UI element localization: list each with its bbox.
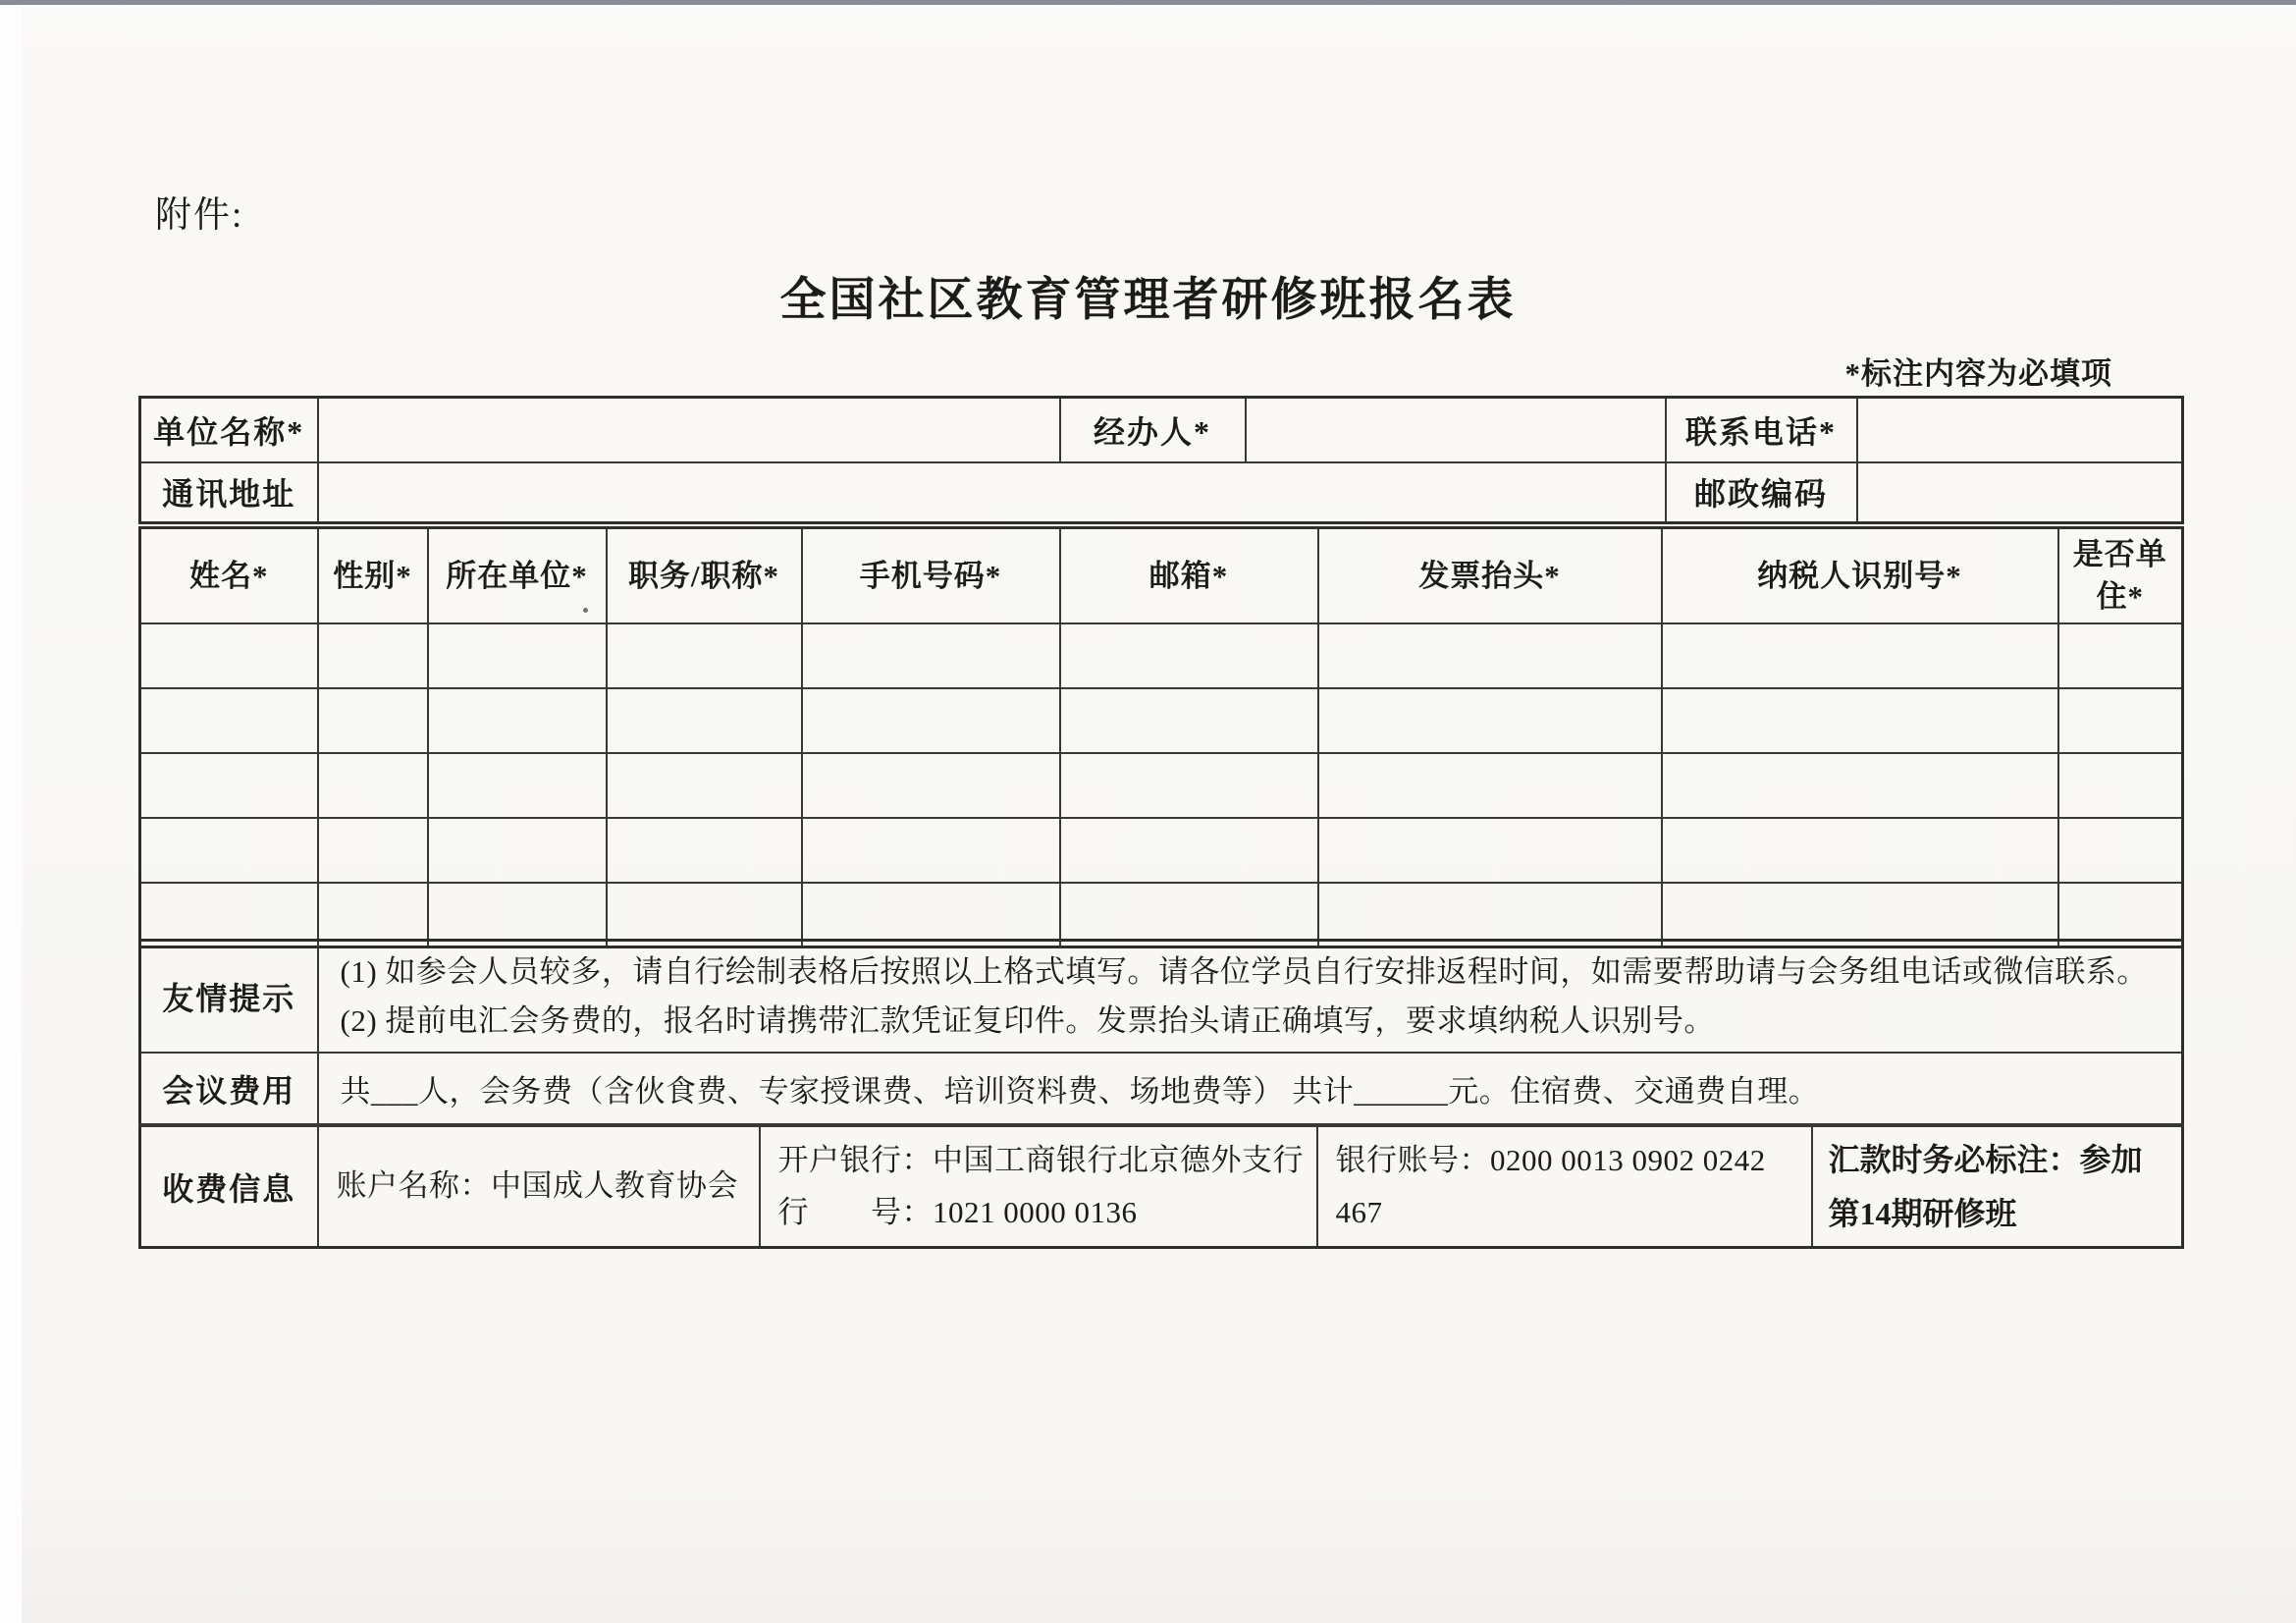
roster-empty-row: [140, 883, 2183, 947]
empty-cell: [1318, 753, 1662, 818]
postcode-value-cell: [1857, 462, 2183, 523]
empty-cell: [2058, 883, 2183, 947]
empty-cell: [1662, 883, 2058, 947]
header-single-room: 是否单住*: [2058, 528, 2183, 623]
empty-cell: [140, 753, 318, 818]
page-title: 全国社区教育管理者研修班报名表: [779, 275, 1517, 326]
empty-cell: [1318, 688, 1662, 753]
empty-cell: [1662, 623, 2058, 688]
empty-cell: [140, 818, 318, 883]
address-value-cell: [318, 462, 1666, 523]
notes-line-2: (2) 提前电汇会务费的，报名时请携带汇款凭证复印件。发票抬头请正确填写，要求填纳税人识别号。: [340, 1003, 1715, 1039]
handler-value-cell: [1246, 398, 1666, 462]
empty-cell: [607, 883, 802, 947]
unit-info-table: [138, 396, 2184, 524]
notes-content-cell: [318, 941, 2183, 1054]
empty-cell: [140, 883, 318, 947]
empty-cell: [428, 623, 607, 688]
empty-cell: [428, 753, 607, 818]
empty-cell: [2058, 688, 2183, 753]
empty-cell: [1060, 818, 1318, 883]
empty-cell: [802, 623, 1060, 688]
empty-cell: [1318, 623, 1662, 688]
empty-cell: [2058, 818, 2183, 883]
empty-cell: [1662, 688, 2058, 753]
empty-cell: [2058, 753, 2183, 818]
friendly-notes-row: [140, 941, 2183, 1054]
account-number-text: 银行账号：0200 0013 0902 0242 467: [1335, 1143, 1766, 1229]
bank-code-line: 行 号：1021 0000 0136: [777, 1194, 1138, 1229]
header-invoice-title: 发票抬头*: [1318, 528, 1662, 623]
empty-cell: [428, 818, 607, 883]
header-mobile: 手机号码*: [802, 528, 1060, 623]
empty-cell: [1318, 883, 1662, 947]
empty-cell: [428, 688, 607, 753]
address-row: [140, 462, 2183, 523]
empty-cell: [607, 753, 802, 818]
header-position: 职务/职称*: [607, 528, 802, 623]
empty-cell: [802, 883, 1060, 947]
empty-cell: [1060, 753, 1318, 818]
account-name-text: 账户名称：中国成人教育协会: [336, 1168, 738, 1204]
roster-empty-row: [140, 688, 2183, 753]
empty-cell: [1060, 883, 1318, 947]
empty-cell: [607, 818, 802, 883]
account-number-cell: [1317, 1125, 1812, 1247]
empty-cell: [802, 818, 1060, 883]
address-label: 通讯地址: [140, 462, 318, 523]
header-email: 邮箱*: [1060, 528, 1318, 623]
roster-empty-row: [140, 753, 2183, 818]
attachment-label: 附件:: [155, 195, 244, 236]
empty-cell: [802, 688, 1060, 753]
fee-content-text: 共___人，会务费（含伙食费、专家授课费、培训资料费、场地费等） 共计______元。住宿费、交通费自理。: [340, 1074, 1820, 1109]
scan-left-margin: [0, 5, 22, 1623]
roster-empty-row: [140, 623, 2183, 688]
empty-cell: [1662, 753, 2058, 818]
handler-label: 经办人*: [1060, 398, 1246, 462]
empty-cell: [1060, 623, 1318, 688]
scan-top-edge: [0, 0, 2296, 5]
account-name-cell: [318, 1125, 760, 1247]
footer-info-table: [138, 939, 2184, 1249]
bank-name-line: 开户银行：中国工商银行北京德外支行: [777, 1143, 1304, 1178]
conference-fee-row: [140, 1053, 2183, 1125]
roster-empty-row: [140, 818, 2183, 883]
notes-label: 友情提示: [140, 941, 318, 1054]
unit-name-value-cell: [318, 398, 1060, 462]
empty-cell: [318, 753, 428, 818]
scan-speck-artifact: [583, 608, 588, 613]
header-work-unit: 所在单位*: [428, 528, 607, 623]
empty-cell: [607, 688, 802, 753]
bank-info-cell: [760, 1125, 1317, 1247]
empty-cell: [318, 623, 428, 688]
header-gender: 性别*: [318, 528, 428, 623]
participant-roster-table: [138, 526, 2184, 948]
contact-phone-label: 联系电话*: [1666, 398, 1857, 462]
remittance-remark-cell: [1812, 1125, 2183, 1247]
empty-cell: [607, 623, 802, 688]
empty-cell: [1318, 818, 1662, 883]
empty-cell: [1060, 688, 1318, 753]
fee-label: 会议费用: [140, 1053, 318, 1125]
empty-cell: [802, 753, 1060, 818]
required-fields-note: *标注内容为必填项: [1844, 356, 2112, 391]
empty-cell: [1662, 818, 2058, 883]
unit-name-label: 单位名称*: [140, 398, 318, 462]
header-name: 姓名*: [140, 528, 318, 623]
empty-cell: [318, 818, 428, 883]
empty-cell: [140, 688, 318, 753]
empty-cell: [140, 623, 318, 688]
contact-phone-value-cell: [1857, 398, 2183, 462]
unit-name-row: [140, 398, 2183, 462]
header-taxpayer-id: 纳税人识别号*: [1662, 528, 2058, 623]
payment-info-row: [140, 1125, 2183, 1247]
empty-cell: [318, 883, 428, 947]
empty-cell: [318, 688, 428, 753]
fee-content-cell: [318, 1053, 2183, 1125]
empty-cell: [2058, 623, 2183, 688]
empty-cell: [428, 883, 607, 947]
roster-header-row: [140, 528, 2183, 623]
payment-label: 收费信息: [140, 1125, 318, 1247]
remittance-remark-text: 汇款时务必标注：参加第14期研修班: [1828, 1142, 2143, 1231]
notes-line-1: (1) 如参会人员较多，请自行绘制表格后按照以上格式填写。请各位学员自行安排返程时间，如需要帮助请与会务组电话或微信联系。: [340, 954, 2148, 989]
postcode-label: 邮政编码: [1666, 462, 1857, 523]
